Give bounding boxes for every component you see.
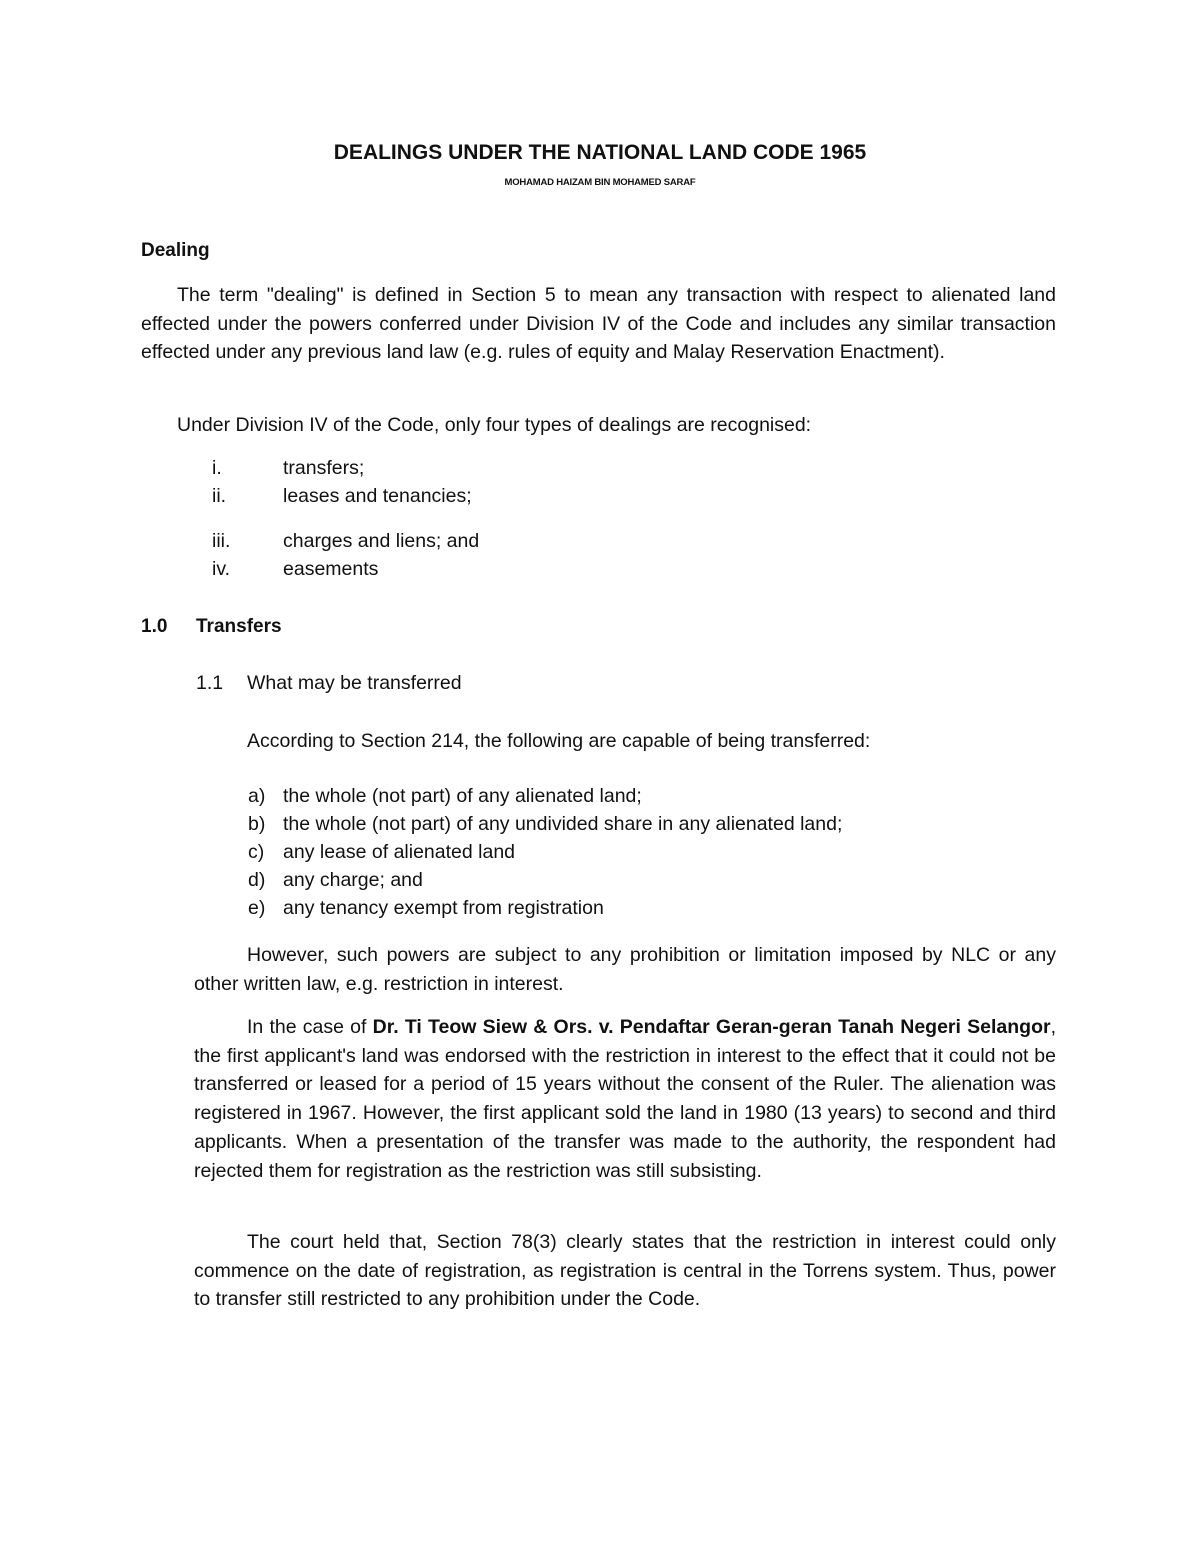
subsection-number: 1.1 xyxy=(196,672,224,694)
case-prefix: In the case of xyxy=(247,1016,373,1038)
list-item-letter: b) xyxy=(248,813,266,835)
author-name: MOHAMAD HAIZAM BIN MOHAMED SARAF xyxy=(504,177,696,188)
case-body: , the first applicant's land was endorsed with the restriction in interest to the effect that it could not be transferred or leased for a period of 15 years without the consent of the Ruler. The alienation was registered in 1967. However, the first applicant sold the land in 1980 (13 years) to second and third applicants. When a presentation of the transfer was made to the authority, the respondent had rejected them for registration as the restriction was still subsisting. xyxy=(194,1016,1057,1182)
list-item-letter: a) xyxy=(248,785,266,807)
list-item: the whole (not part) of any alienated land; xyxy=(283,785,642,807)
list-item-letter: d) xyxy=(248,869,266,891)
list-item-number: ii. xyxy=(212,485,227,507)
section-heading-dealing: Dealing xyxy=(141,240,210,261)
subsection-heading: What may be transferred xyxy=(247,672,462,694)
list-item-letter: c) xyxy=(248,841,265,863)
section-heading-transfers: Transfers xyxy=(196,616,282,637)
document-title: DEALINGS UNDER THE NATIONAL LAND CODE 1965 xyxy=(333,141,867,164)
paragraph-dealing-definition: The term "dealing" is defined in Section 5 to mean any transaction with respect to alienated land effected under the powers conferred under Division IV of the Code and includes any similar transaction effected under any previous land law (e.g. rules of equity and Malay Reservation Enactment). xyxy=(141,284,1056,364)
list-item: any charge; and xyxy=(283,869,423,891)
list-item: any tenancy exempt from registration xyxy=(283,897,604,919)
list-item-number: iv. xyxy=(212,558,231,580)
list-item: transfers; xyxy=(283,457,365,479)
list-item-number: iii. xyxy=(212,530,231,552)
section-number-transfers: 1.0 xyxy=(141,616,168,637)
list-item-number: i. xyxy=(212,457,222,479)
list-item: the whole (not part) of any undivided share in any alienated land; xyxy=(283,813,843,835)
list-item-letter: e) xyxy=(248,897,266,919)
list-item: leases and tenancies; xyxy=(283,485,472,507)
case-name: Dr. Ti Teow Siew & Ors. v. Pendaftar Geran-geran Tanah Negeri Selangor xyxy=(372,1016,1051,1038)
paragraph-dealing-types-intro: Under Division IV of the Code, only four types of dealings are recognised: xyxy=(177,414,812,436)
list-item: charges and liens; and xyxy=(283,530,480,552)
paragraph-transfer-intro: According to Section 214, the following are capable of being transferred: xyxy=(247,730,871,752)
list-item: easements xyxy=(283,558,379,580)
list-item: any lease of alienated land xyxy=(283,841,516,863)
paragraph-case xyxy=(194,1013,1056,1185)
paragraph-court-held: The court held that, Section 78(3) clearly states that the restriction in interest could only commence on the date of registration, as registration is central in the Torrens system. Thus, power to transfer still restricted to any prohibition under the Code. xyxy=(194,1231,1056,1311)
paragraph-limitation: However, such powers are subject to any prohibition or limitation imposed by NLC or any other written law, e.g. restriction in interest. xyxy=(194,944,1056,995)
